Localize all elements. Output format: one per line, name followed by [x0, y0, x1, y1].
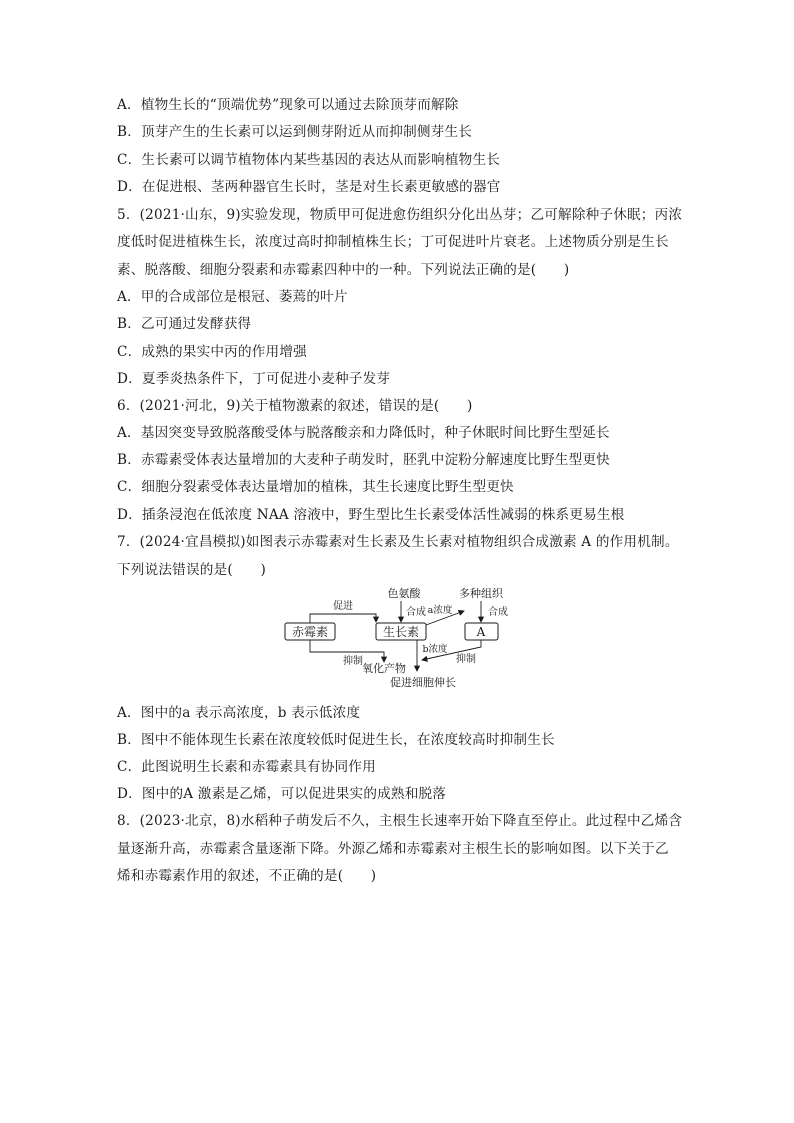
- q5-option-d: D．夏季炎热条件下，丁可促进小麦种子发芽: [117, 371, 391, 387]
- q7-option-b: B．图中不能体现生长素在浓度较低时促进生长，在浓度较高时抑制生长: [117, 732, 555, 748]
- q5-option-c: C．成熟的果实中丙的作用增强: [117, 344, 307, 360]
- q4-option-d: D．在促进根、茎两种器官生长时，茎是对生长素更敏感的器官: [117, 179, 501, 195]
- hormone-mechanism-diagram: [280, 580, 510, 695]
- multi-tissue-label: 多种组织: [459, 587, 503, 600]
- tryptophan-label: 色氨酸: [387, 587, 421, 600]
- q5-stem-line2: 度低时促进植株生长，浓度过高时抑制植株生长；丁可促进叶片衰老。上述物质分别是生长: [117, 234, 669, 250]
- q6-option-c: C．细胞分裂素受体表达量增加的植株，其生长速度比野生型更快: [117, 479, 514, 495]
- oxidation-product-label: 氧化产物: [362, 662, 406, 675]
- q7-option-a: A．图中的a 表示高浓度，b 表示低浓度: [117, 705, 361, 721]
- q5-stem-line3: 素、脱落酸、细胞分裂素和赤霉素四种中的一种。下列说法正确的是( ): [117, 262, 570, 278]
- inhibit-label-left: 抑制: [343, 656, 363, 667]
- q6-stem: 6．(2021·河北，9)关于植物激素的叙述，错误的是( ): [117, 398, 473, 414]
- gibberellin-node-label: 赤霉素: [291, 625, 329, 639]
- q8-stem-line2: 量逐渐升高，赤霉素含量逐渐下降。外源乙烯和赤霉素对主根生长的影响如图。以下关于乙: [117, 841, 669, 857]
- q7-option-d: D．图中的A 激素是乙烯，可以促进果实的成熟和脱落: [117, 786, 447, 802]
- promote-label: 促进: [333, 601, 353, 612]
- q7-stem-line2: 下列说法错误的是( ): [117, 562, 266, 578]
- q4-option-a: A．植物生长的“顶端优势”现象可以通过去除顶芽而解除: [117, 97, 459, 113]
- inhibit-label-right: 抑制: [456, 654, 476, 665]
- q5-option-a: A．甲的合成部位是根冠、萎蔫的叶片: [117, 289, 348, 305]
- q4-option-c: C．生长素可以调节植物体内某些基因的表达从而影响植物生长: [117, 152, 501, 168]
- synthesis-label-2: 合成: [488, 607, 508, 618]
- q4-option-b: B．顶芽产生的生长素可以运到侧芽附近从而抑制侧芽生长: [117, 124, 473, 140]
- q7-option-c: C．此图说明生长素和赤霉素具有协同作用: [117, 759, 376, 775]
- cell-elongation-label: 促进细胞伸长: [390, 676, 456, 689]
- b-concentration-label: b浓度: [422, 644, 448, 655]
- synthesis-label-1: 合成: [406, 607, 426, 618]
- q8-stem-line1: 8．(2023·北京，8)水稻种子萌发后不久，主根生长速率开始下降直至停止。此过程中乙烯含: [117, 813, 683, 829]
- q5-stem-line1: 5．(2021·山东，9)实验发现，物质甲可促进愈伤组织分化出丛芽；乙可解除种子休眠；丙浓: [117, 207, 683, 223]
- auxin-node-label: 生长素: [382, 625, 420, 639]
- q8-stem-line3: 烯和赤霉素作用的叙述，不正确的是( ): [117, 868, 377, 884]
- q6-option-b: B．赤霉素受体表达量增加的大麦种子萌发时，胚乳中淀粉分解速度比野生型更快: [117, 452, 610, 468]
- q5-option-b: B．乙可通过发酵获得: [117, 316, 252, 332]
- q6-option-d: D．插条浸泡在低浓度 NAA 溶液中，野生型比生长素受体活性减弱的株系更易生根: [117, 507, 625, 523]
- q7-stem-line1: 7．(2024·宜昌模拟)如图表示赤霉素对生长素及生长素对植物组织合成激素 A 的作用机制。: [117, 534, 679, 550]
- hormone-a-label: A: [476, 625, 486, 639]
- a-concentration-label: a浓度: [427, 605, 453, 616]
- q6-option-a: A．基因突变导致脱落酸受体与脱落酸亲和力降低时，种子休眠时间比野生型延长: [117, 425, 610, 441]
- promote-arrow: [310, 614, 376, 623]
